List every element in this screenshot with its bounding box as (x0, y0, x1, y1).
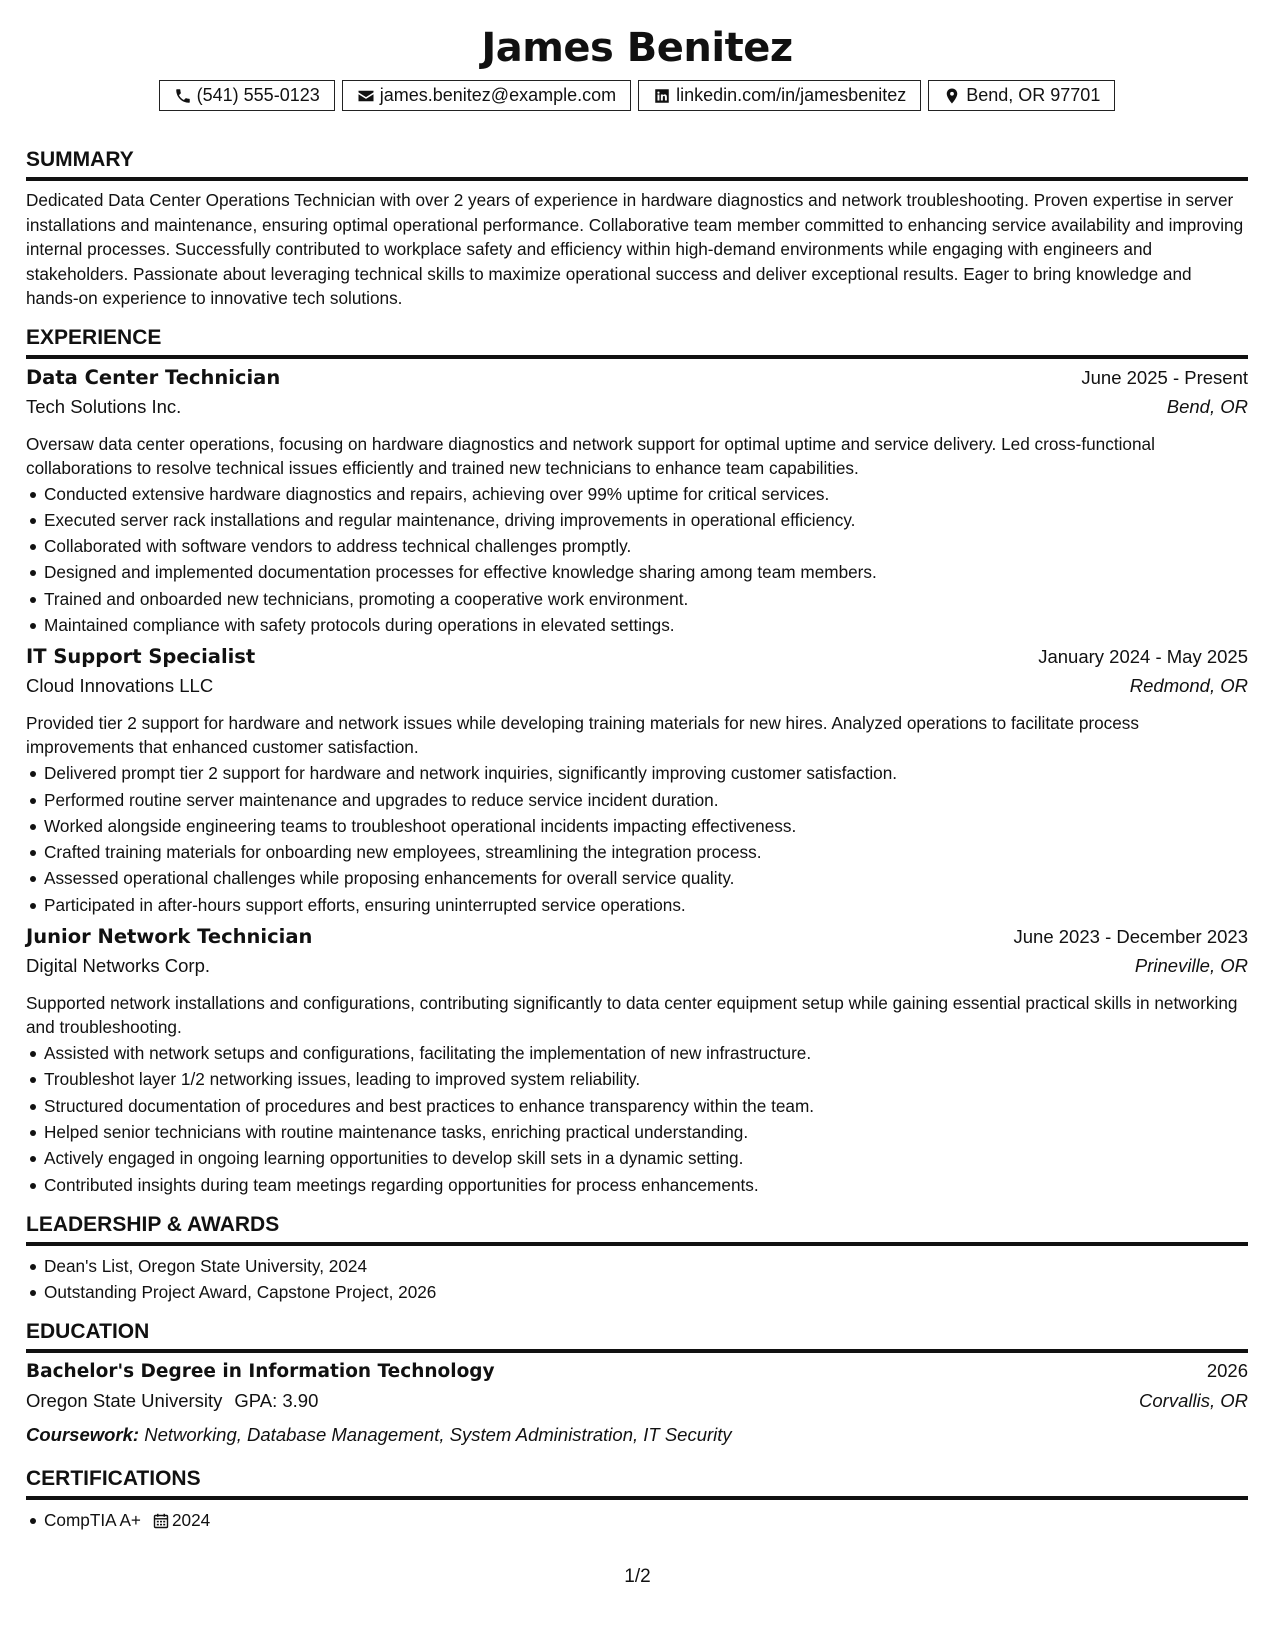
degree-title: Bachelor's Degree in Information Technology (26, 1361, 495, 1383)
section-divider (26, 355, 1248, 359)
school-name: Oregon State University (26, 1390, 223, 1412)
list-item: Executed server rack installations and regular maintenance, driving improvements in operational efficiency. (26, 507, 1248, 533)
section-divider (26, 1242, 1248, 1246)
job-title: Junior Network Technician (26, 925, 313, 949)
job-bullets (26, 1040, 1248, 1198)
gpa: GPA: 3.90 (234, 1390, 319, 1412)
job-entry (26, 925, 1248, 1198)
list-item: Performed routine server maintenance and upgrades to reduce service incident duration. (26, 787, 1248, 813)
job-description: Supported network installations and configurations, contributing significantly to data center equipment setup while gaining essential practical skills in networking and troubleshooting. (26, 993, 1238, 1038)
job-entry (26, 645, 1248, 918)
phone-text: (541) 555-0123 (196, 85, 320, 105)
cert-year: 2024 (171, 1510, 211, 1531)
linkedin-chip[interactable] (638, 80, 921, 111)
section-divider (26, 1496, 1248, 1500)
summary-text: Dedicated Data Center Operations Technician with over 2 years of experience in hardware diagnostics and network troubleshooting. Proven expertise in server installations and maintenance, ensuring optimal operational performance. Collaborative team member committed to enhancing service availability and improving internal processes. Successfully contributed to workplace safety and efficiency within high-demand environments while engaging with engineers and stakeholders. Passionate about leveraging technical skills to maximize operational success and deliver exceptional results. Eager to bring knowledge and hands-on experience to innovative tech solutions. (26, 190, 1244, 308)
job-bullets (26, 760, 1248, 918)
job-location: Bend, OR (1166, 395, 1248, 417)
school-location: Corvallis, OR (1139, 1390, 1248, 1412)
list-item: Worked alongside engineering teams to troubleshoot operational incidents impacting effectiveness. (26, 813, 1248, 839)
job-entry (26, 366, 1248, 639)
linkedin-text: linkedin.com/in/jamesbenitez (676, 85, 907, 105)
list-item: Outstanding Project Award, Capstone Project, 2026 (26, 1279, 1248, 1305)
resume-page (26, 18, 1248, 1534)
coursework-list: Networking, Database Management, System Administration, IT Security (144, 1424, 732, 1446)
list-item: Crafted training materials for onboarding new employees, streamlining the integration process. (26, 839, 1248, 865)
list-item: Contributed insights during team meetings regarding opportunities for process enhancements. (26, 1172, 1248, 1198)
job-company: Tech Solutions Inc. (26, 395, 182, 417)
job-location: Redmond, OR (1129, 675, 1248, 697)
list-item: Collaborated with software vendors to address technical challenges promptly. (26, 533, 1248, 559)
cert-name: CompTIA A+ (44, 1510, 141, 1531)
list-item: Helped senior technicians with routine maintenance tasks, enriching practical understanding. (26, 1119, 1248, 1145)
education-heading: EDUCATION (26, 1320, 150, 1344)
list-item: Maintained compliance with safety protocols during operations in elevated settings. (26, 612, 1248, 638)
location-chip (928, 80, 1115, 111)
map-pin-icon (943, 87, 961, 105)
contact-bar (26, 80, 1248, 111)
calendar-icon (153, 1513, 169, 1529)
list-item: Dean's List, Oregon State University, 2024 (26, 1253, 1248, 1279)
email-chip[interactable] (342, 80, 631, 111)
list-item: Actively engaged in ongoing learning opportunities to develop skill sets in a dynamic setting. (26, 1145, 1248, 1171)
phone-icon (174, 87, 192, 105)
job-title: Data Center Technician (26, 365, 281, 389)
job-dates: January 2024 - May 2025 (1038, 646, 1248, 668)
list-item (26, 1507, 1248, 1533)
list-item: Troubleshot layer 1/2 networking issues, leading to improved system reliability. (26, 1066, 1248, 1092)
linkedin-icon (653, 87, 671, 105)
job-description: Provided tier 2 support for hardware and network issues while developing training materials for new hires. Analyzed operations to facilitate process improvements that enhanced customer satisfaction. (26, 713, 1139, 758)
phone-chip[interactable] (159, 80, 335, 111)
list-item: Trained and onboarded new technicians, promoting a cooperative work environment. (26, 586, 1248, 612)
certifications-list (26, 1507, 1248, 1533)
coursework-label: Coursework: (26, 1424, 140, 1446)
job-location: Prineville, OR (1134, 955, 1248, 977)
coursework (26, 1420, 1248, 1450)
summary-heading: SUMMARY (26, 148, 134, 171)
awards-list (26, 1253, 1248, 1306)
job-dates: June 2023 - December 2023 (1013, 926, 1248, 948)
job-bullets (26, 481, 1248, 639)
certifications-heading: CERTIFICATIONS (26, 1467, 201, 1491)
list-item: Participated in after-hours support efforts, ensuring uninterrupted service operations. (26, 892, 1248, 918)
job-dates: June 2025 - Present (1081, 366, 1248, 388)
job-company: Cloud Innovations LLC (26, 675, 214, 697)
awards-heading: LEADERSHIP & AWARDS (26, 1212, 280, 1236)
page-number: 1/2 (624, 1566, 651, 1587)
list-item: Assessed operational challenges while proposing enhancements for overall service quality. (26, 865, 1248, 891)
email-text: james.benitez@example.com (379, 85, 617, 105)
list-item: Designed and implemented documentation processes for effective knowledge sharing among team members. (26, 559, 1248, 585)
list-item: Delivered prompt tier 2 support for hardware and network inquiries, significantly improving customer satisfaction. (26, 760, 1248, 786)
location-text: Bend, OR 97701 (966, 85, 1101, 105)
job-company: Digital Networks Corp. (26, 955, 211, 977)
degree-year: 2026 (1206, 1360, 1248, 1382)
list-item: Assisted with network setups and configurations, facilitating the implementation of new infrastructure. (26, 1040, 1248, 1066)
candidate-name: James Benitez (481, 25, 793, 71)
section-divider (26, 1349, 1248, 1353)
envelope-icon (357, 87, 375, 105)
section-divider (26, 177, 1248, 181)
job-title: IT Support Specialist (26, 645, 256, 669)
job-description: Oversaw data center operations, focusing on hardware diagnostics and network support for optimal uptime and service delivery. Led cross-functional collaborations to resolve technical issues efficiently and trained new technicians to enhance team capabilities. (26, 433, 1155, 478)
list-item: Structured documentation of procedures and best practices to enhance transparency within the team. (26, 1093, 1248, 1119)
list-item: Conducted extensive hardware diagnostics and repairs, achieving over 99% uptime for critical services. (26, 481, 1248, 507)
experience-heading: EXPERIENCE (26, 325, 162, 349)
